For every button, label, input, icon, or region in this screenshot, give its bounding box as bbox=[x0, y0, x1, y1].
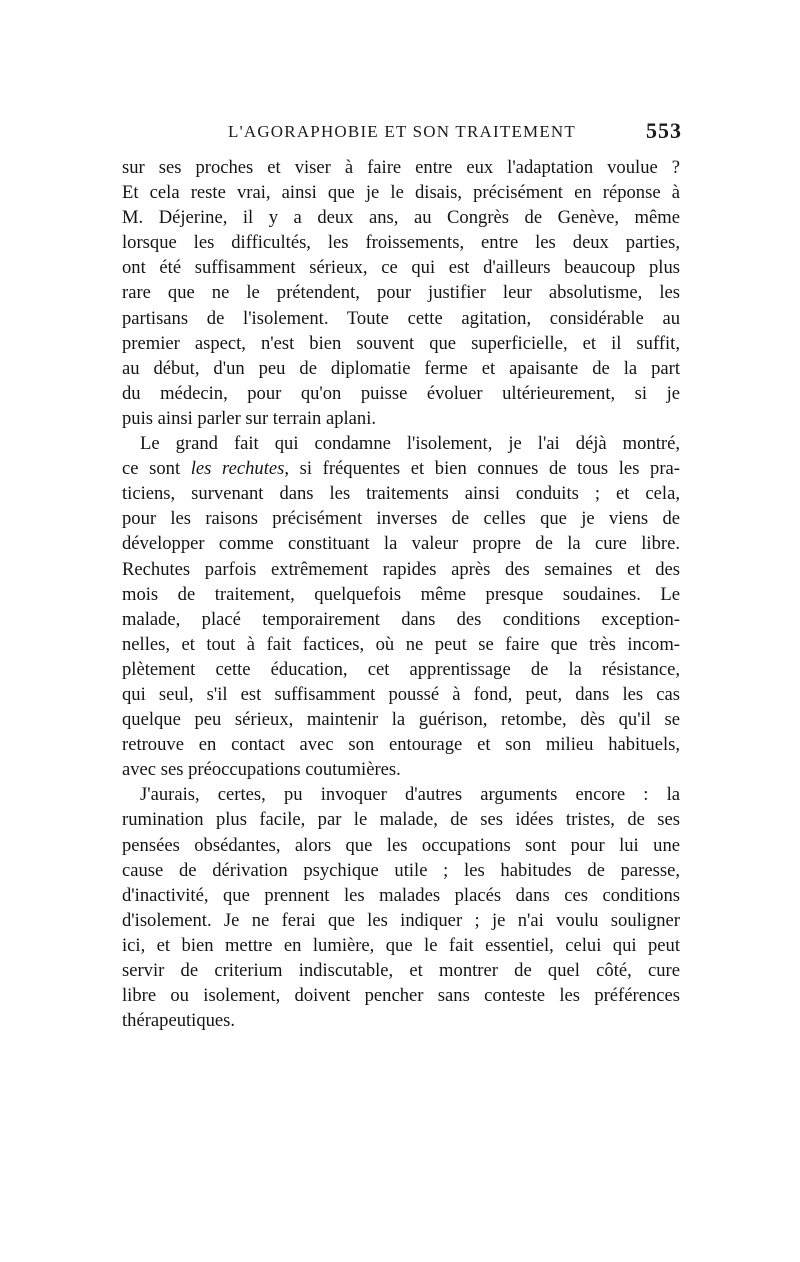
text-line: M. Déjerine, il y a deux ans, au Congrès de Genève, même bbox=[122, 207, 680, 229]
text-line: malade, placé temporairement dans des conditions exception- bbox=[122, 608, 680, 630]
text-line: d'inactivité, que prennent les malades placés dans ces conditions bbox=[122, 884, 680, 906]
text-line: pour les raisons précisément inverses de celles que je viens de bbox=[122, 508, 680, 530]
text-line: Rechutes parfois extrêmement rapides après des semaines et des bbox=[122, 558, 680, 580]
text-line: puis ainsi parler sur terrain aplani. bbox=[122, 407, 377, 429]
text-line: servir de criterium indiscutable, et montrer de quel côté, cure bbox=[122, 960, 680, 981]
text-line: rumination plus facile, par le malade, de ses idées tristes, de ses bbox=[122, 809, 680, 831]
text-line: Et cela reste vrai, ainsi que je le disais, précisément en réponse à bbox=[122, 182, 680, 204]
body-text bbox=[122, 155, 680, 1033]
page-number: 553 bbox=[646, 118, 682, 143]
text-line: ticiens, survenant dans les traitements ainsi conduits ; et cela, bbox=[122, 483, 680, 505]
text-line: premier aspect, n'est bien souvent que superficielle, et il suffit, bbox=[122, 332, 680, 354]
text-line: thérapeutiques. bbox=[122, 1010, 236, 1032]
text-line: ont été suffisamment sérieux, ce qui est d'ailleurs beaucoup plus bbox=[122, 257, 680, 279]
text-line: cause de dérivation psychique utile ; les habitudes de paresse, bbox=[122, 859, 680, 881]
text-line: libre ou isolement, doivent pencher sans conteste les préférences bbox=[122, 985, 680, 1007]
text-line: du médecin, pour qu'on puisse évoluer ultérieurement, si je bbox=[122, 382, 680, 404]
text-line: retrouve en contact avec son entourage et son milieu habituels, bbox=[122, 734, 680, 756]
text-line: lorsque les difficultés, les froissements, entre les deux parties, bbox=[122, 232, 680, 254]
text-line: ce sont les rechutes, si fréquentes et bien connues de tous les pra- bbox=[122, 458, 680, 480]
italic-emphasis: les rechutes bbox=[190, 458, 285, 480]
text-line: avec ses préoccupations coutumières. bbox=[122, 759, 401, 781]
text-line: développer comme constituant la valeur propre de la cure libre. bbox=[122, 533, 680, 555]
text-line: mois de traitement, quelquefois même presque soudaines. Le bbox=[122, 583, 680, 605]
text-line: ici, et bien mettre en lumière, que le fait essentiel, celui qui peut bbox=[122, 934, 680, 956]
text-line: rare que ne le prétendent, pour justifier leur absolutisme, les bbox=[122, 282, 680, 304]
text-line: quelque peu sérieux, maintenir la guérison, retombe, dès qu'il se bbox=[122, 709, 680, 731]
running-title: L'AGORAPHOBIE ET SON TRAITEMENT bbox=[228, 122, 576, 141]
text-line: d'isolement. Je ne ferai que les indiquer ; je n'ai voulu souligner bbox=[122, 909, 680, 931]
text-line: sur ses proches et viser à faire entre eux l'adaptation voulue ? bbox=[122, 157, 680, 178]
text-line: partisans de l'isolement. Toute cette agitation, considérable au bbox=[122, 307, 680, 329]
text-line: au début, d'un peu de diplomatie ferme et apaisante de la part bbox=[122, 357, 680, 379]
text-line: J'aurais, certes, pu invoquer d'autres arguments encore : la bbox=[140, 784, 680, 806]
page-header bbox=[122, 118, 682, 146]
text-line: pensées obsédantes, alors que les occupations sont pour lui une bbox=[122, 834, 680, 856]
text-line: nelles, et tout à fait factices, où ne peut se faire que très incom- bbox=[122, 633, 680, 655]
text-line: qui seul, s'il est suffisamment poussé à fond, peut, dans les cas bbox=[122, 683, 680, 705]
text-line: plètement cette éducation, cet apprentissage de la résistance, bbox=[122, 658, 680, 680]
text-line: Le grand fait qui condamne l'isolement, je l'ai déjà montré, bbox=[140, 433, 680, 455]
